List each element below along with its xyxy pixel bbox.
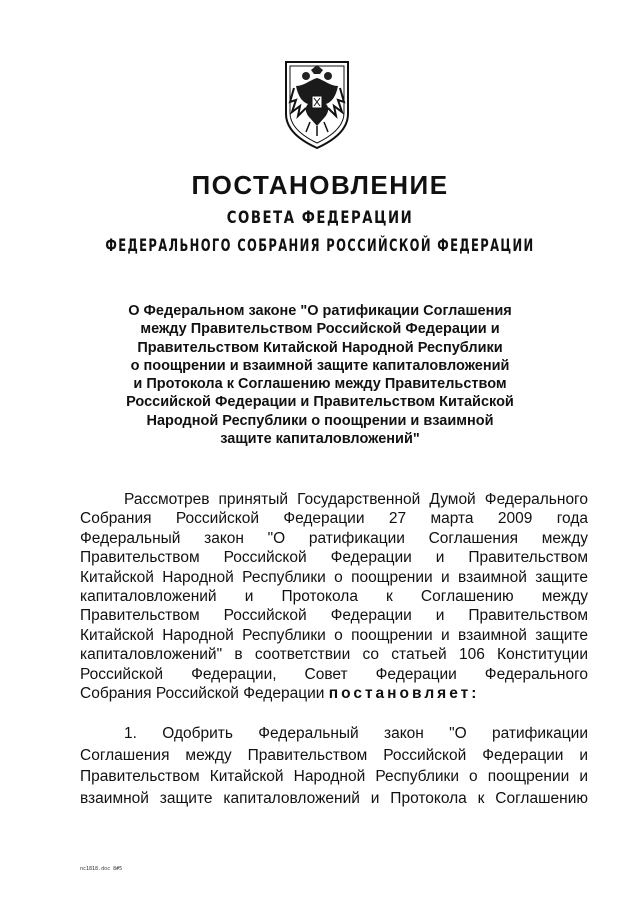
subject-line: между Правительством Российской Федерации и: [140, 321, 500, 338]
body-line: капиталовложений и Протокола к Соглашению между: [80, 587, 588, 605]
document-title: ПОСТАНОВЛЕНИЕ: [191, 170, 449, 200]
body-line: Правительством Российской Федерации и Правительством: [80, 549, 588, 567]
body-line: Китайской Народной Республики о поощрении и взаимной защите: [80, 626, 588, 644]
document-subject: [100, 302, 540, 448]
clause-1-paragraph: [80, 723, 588, 809]
body-line: Правительством Российской Федерации и Правительством: [80, 607, 588, 625]
body-line-text: Собрания Российской Федерации: [80, 684, 325, 702]
body-line: 1. Одобрить Федеральный закон "О ратификации: [124, 725, 588, 742]
subject-line: о поощрении и взаимной защите капиталовложений: [130, 357, 510, 374]
preamble-paragraph: [80, 490, 588, 703]
document-reference: nc1818.doc 8#5: [80, 866, 123, 872]
body-line: Федеральный закон "О ратификации Соглашения между: [80, 529, 588, 547]
body-line: Правительством Китайской Народной Республики о поощрении и: [80, 768, 588, 785]
subject-line: и Протокола к Соглашению между Правительством: [133, 376, 507, 393]
issuer-line-1: СОВЕТА ФЕДЕРАЦИИ: [226, 208, 414, 228]
body-line: Рассмотрев принятый Государственной Думой Федерального: [124, 491, 588, 508]
body-line: Собрания Российской Федерации 27 марта 2009 года: [80, 510, 588, 528]
body-line-final: [80, 684, 588, 703]
body-line: Соглашения между Правительством Российской Федерации и: [80, 746, 588, 764]
body-line: взаимной защите капиталовложений и Протокола к Соглашению: [80, 789, 588, 807]
body-line: Китайской Народной Республики о поощрении и взаимной защите: [80, 568, 588, 586]
subject-line: Народной Республики о поощрении и взаимной: [146, 412, 494, 429]
body-line: Российской Федерации, Совет Федерации Федерального: [80, 665, 588, 683]
issuer-line-2: ФЕДЕРАЛЬНОГО СОБРАНИЯ РОССИЙСКОЙ ФЕДЕРАЦИИ: [105, 236, 535, 256]
subject-line: защите капиталовложений": [220, 431, 420, 448]
resolves-word: постановляет:: [328, 684, 480, 702]
subject-line: О Федеральном законе "О ратификации Соглашения: [128, 303, 512, 319]
body-line: капиталовложений" в соответствии со статьей 106 Конституции: [80, 646, 588, 664]
subject-line: Правительством Китайской Народной Республики: [137, 339, 503, 356]
subject-line: Российской Федерации и Правительством Китайской: [126, 394, 514, 411]
coat-of-arms-icon: [282, 56, 352, 151]
